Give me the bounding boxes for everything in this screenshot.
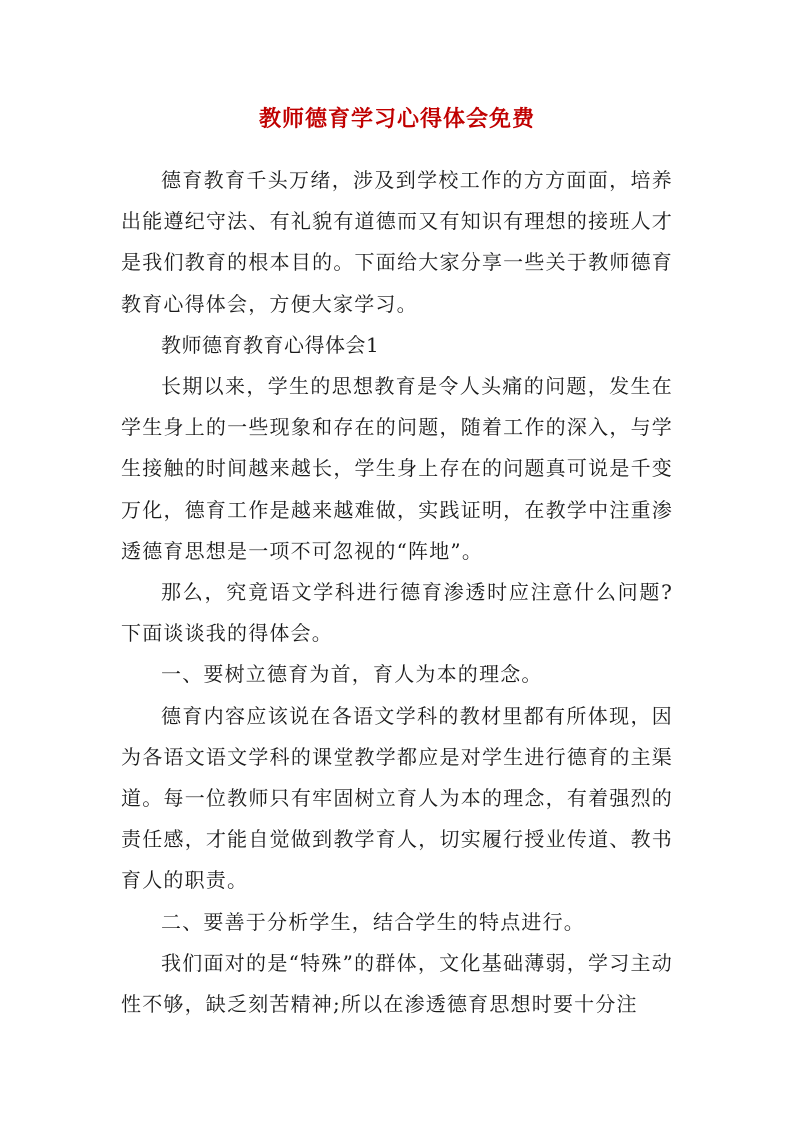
body-paragraph: 长期以来，学生的思想教育是令人头痛的问题，发生在学生身上的一些现象和存在的问题，随着工作的深入，与学生接触的时间越来越长，学生身上存在的问题真可说是千变万化，德育工作是越来越难做，实践证明，在教学中注重渗透德育思想是一项不可忽视的“阵地”。 — [121, 374, 673, 563]
point-heading: 二、要善于分析学生，结合学生的特点进行。 — [161, 909, 585, 934]
intro-paragraph: 德育教育千头万绪，涉及到学校工作的方方面面，培养出能遵纪守法、有礼貌有道德而又有知识有理想的接班人才是我们教育的根本目的。下面给大家分享一些关于教师德育教育心得体会，方便大家学习。 — [121, 168, 673, 316]
point-heading: 一、要树立德育为首，育人为本的理念。 — [161, 662, 543, 687]
document-title: 教师德育学习心得体会免费 — [258, 106, 535, 132]
body-paragraph: 那么，究竟语文学科进行德育渗透时应注意什么问题?下面谈谈我的得体会。 — [121, 580, 673, 646]
body-paragraph: 德育内容应该说在各语文学科的教材里都有所体现，因为各语文语文学科的课堂教学都应是对学生进行德育的主渠道。每一位教师只有牢固树立育人为本的理念，有着强烈的责任感，才能自觉做到教学育人，切实履行授业传道、教书育人的职责。 — [121, 703, 673, 893]
body-paragraph: 我们面对的是“特殊”的群体，文化基础薄弱，学习主动性不够，缺乏刻苦精神;所以在渗透德育思想时要十分注 — [121, 950, 673, 1017]
section-heading: 教师德育教育心得体会1 — [161, 332, 380, 357]
document-body — [121, 160, 673, 1025]
